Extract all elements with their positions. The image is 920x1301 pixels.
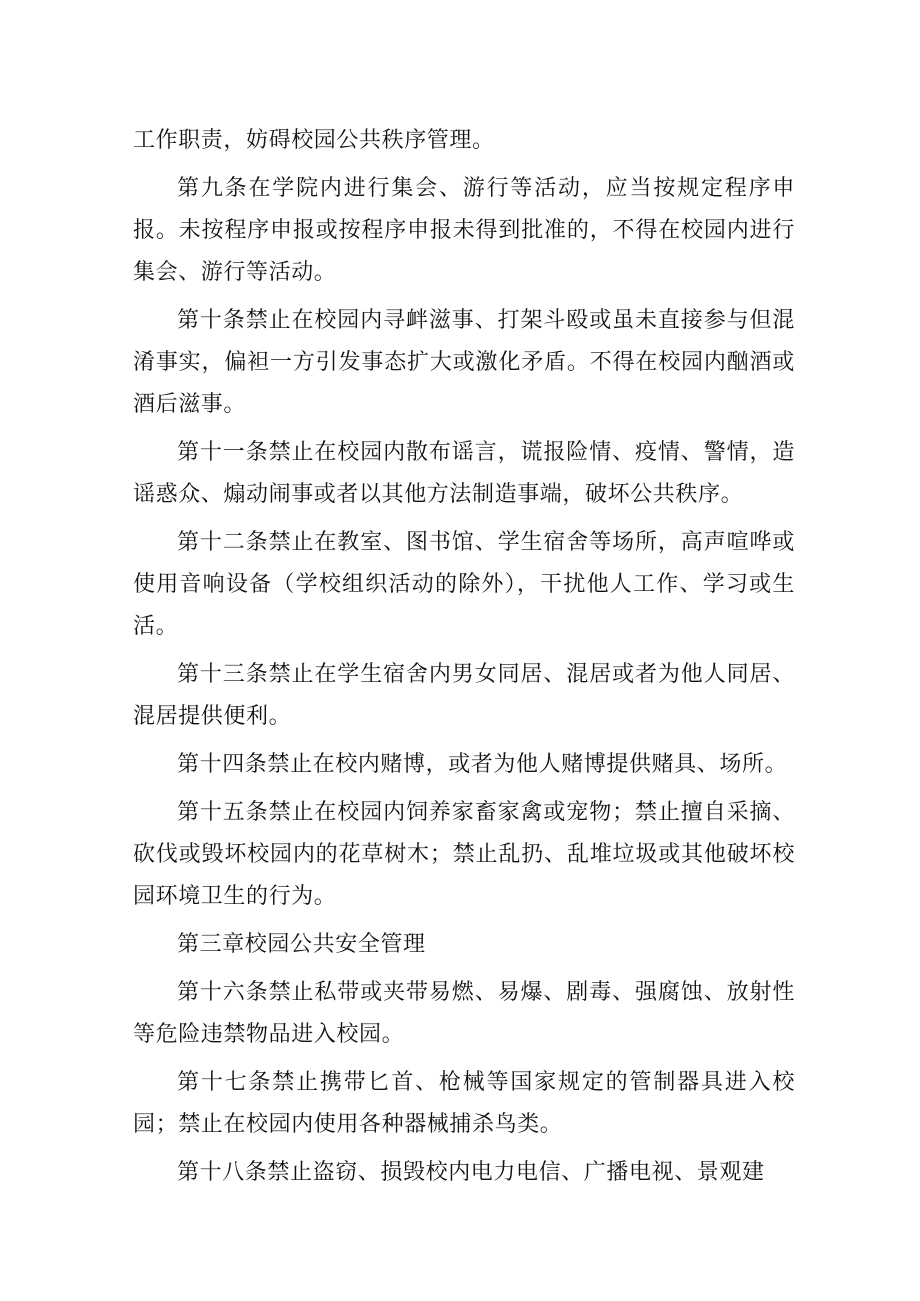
article-9: 第九条在学院内进行集会、游行等活动，应当按规定程序申报。未按程序申报或按程序申报未得到批准的，不得在校园内进行集会、游行等活动。 (133, 176, 795, 285)
document-body (133, 120, 795, 1200)
article-13: 第十三条禁止在学生宿舍内男女同居、混居或者为他人同居、混居提供便利。 (133, 662, 795, 729)
article-14: 第十四条禁止在校内赌博，或者为他人赌博提供赌具、场所。 (177, 752, 788, 777)
article-16: 第十六条禁止私带或夹带易燃、易爆、剧毒、强腐蚀、放射性等危险违禁物品进入校园。 (133, 980, 795, 1047)
paragraph-continuation: 工作职责，妨碍校园公共秩序管理。 (133, 128, 495, 153)
article-11: 第十一条禁止在校园内散布谣言，谎报险情、疫情、警情，造谣惑众、煽动闹事或者以其他方法制造事端，破坏公共秩序。 (133, 440, 795, 507)
article-10: 第十条禁止在校园内寻衅滋事、打架斗殴或虽未直接参与但混淆事实，偏袒一方引发事态扩大或激化矛盾。不得在校园内酗酒或酒后滋事。 (133, 308, 795, 417)
article-17: 第十七条禁止携带匕首、枪械等国家规定的管制器具进入校园；禁止在校园内使用各种器械捕杀鸟类。 (133, 1070, 795, 1137)
article-18: 第十八条禁止盗窃、损毁校内电力电信、广播电视、景观建 (177, 1160, 765, 1185)
chapter-3-heading: 第三章校园公共安全管理 (177, 932, 426, 957)
article-15: 第十五条禁止在校园内饲养家畜家禽或宠物；禁止擅自采摘、砍伐或毁坏校园内的花草树木；禁止乱扔、乱堆垃圾或其他破坏校园环境卫生的行为。 (133, 800, 795, 909)
article-12: 第十二条禁止在教室、图书馆、学生宿舍等场所，高声喧哗或使用音响设备（学校组织活动的除外），干扰他人工作、学习或生活。 (133, 530, 795, 639)
